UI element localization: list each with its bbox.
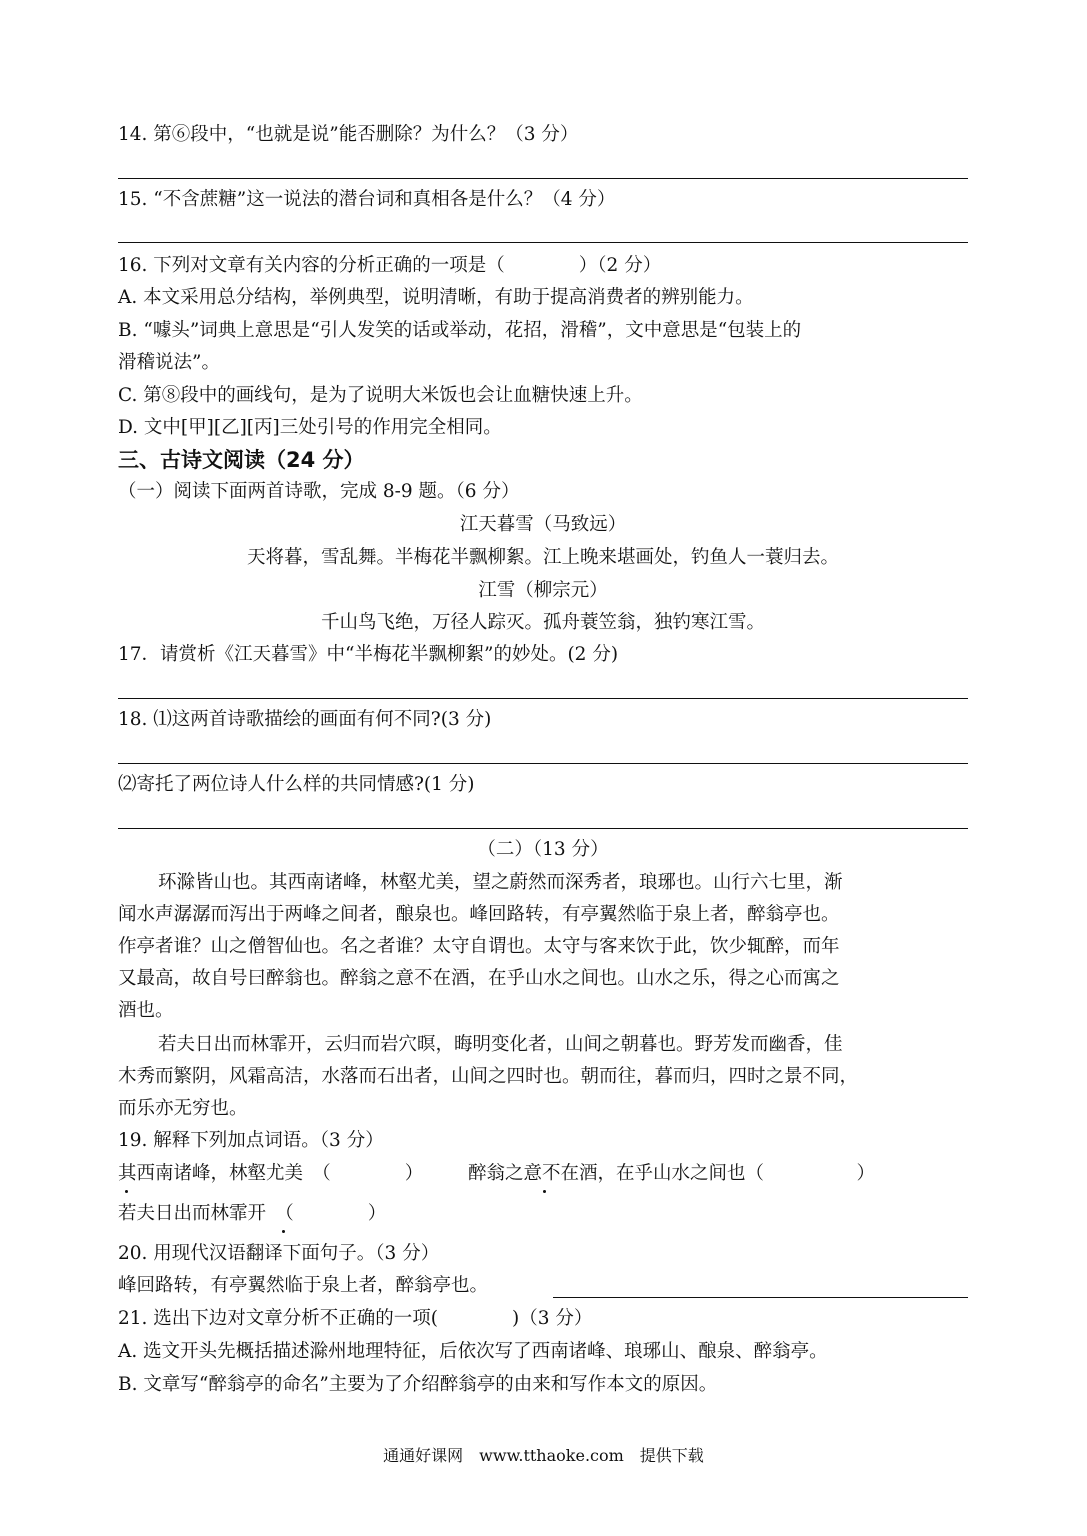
question-15: 15. “不含蔗糖”这一说法的潜台词和真相各是什么？（4 分） xyxy=(118,189,616,210)
passage-line: 若夫日出而林霏开，云归而岩穴暝，晦明变化者，山间之朝暮也。野芳发而幽香，佳 xyxy=(158,1034,843,1055)
question-14: 14. 第⑥段中，“也就是说”能否删除？为什么？（3 分） xyxy=(118,124,579,145)
part-2-title: （二）（13 分） xyxy=(477,839,609,860)
question-17: 17．请赏析《江天暮雪》中“半梅花半飘柳絮”的妙处。(2 分) xyxy=(118,644,619,665)
passage-line: 闻水声潺潺而泻出于两峰之间者，酿泉也。峰回路转，有亭翼然临于泉上者，醉翁亭也。 xyxy=(118,904,840,925)
emphasis-dot xyxy=(543,1190,546,1193)
question-18-part-1: 18. ⑴这两首诗歌描绘的画面有何不同?(3 分) xyxy=(118,709,492,730)
question-16-option-a: A. 本文采用总分结构，举例典型，说明清晰，有助于提高消费者的辨别能力。 xyxy=(118,287,754,308)
answer-line-15 xyxy=(118,242,968,243)
page-footer: 通通好课网 www.tthaoke.com 提供下载 xyxy=(383,1446,704,1465)
passage-line: 又最高，故自号曰醉翁也。醉翁之意不在酒，在乎山水之间也。山水之乐，得之心而寓之 xyxy=(118,968,840,989)
emphasis-dot xyxy=(125,1190,128,1193)
emphasis-dot xyxy=(282,1230,285,1233)
answer-line-14 xyxy=(118,178,968,179)
question-21-option-b: B. 文章写“醉翁亭的命名”主要为了介绍醉翁亭的由来和写作本文的原因。 xyxy=(118,1374,718,1395)
poem-2-body: 千山鸟飞绝，万径人踪灭。孤舟蓑笠翁，独钓寒江雪。 xyxy=(320,612,765,633)
passage-line: 酒也。 xyxy=(118,1000,174,1021)
question-19-item-3: 若夫日出而林霏开 （ ） xyxy=(118,1203,387,1224)
passage-line: 木秀而繁阴，风霜高洁，水落而石出者，山间之四时也。朝而往，暮而归，四时之景不同， xyxy=(118,1066,859,1087)
answer-line-17 xyxy=(118,698,968,699)
question-21-option-a: A. 选文开头先概括描述滁州地理特征，后依次写了西南诸峰、琅琊山、酿泉、醉翁亭。 xyxy=(118,1341,828,1362)
poem-2-title: 江雪（柳宗元） xyxy=(478,580,608,601)
poem-1-body: 天将暮，雪乱舞。半梅花半飘柳絮。江上晚来堪画处，钓鱼人一蓑归去。 xyxy=(246,547,839,568)
question-19-stem: 19. 解释下列加点词语。（3 分） xyxy=(118,1130,384,1151)
question-18-part-2: ⑵寄托了两位诗人什么样的共同情感?(1 分) xyxy=(118,774,475,795)
passage-line: 作亭者谁？山之僧智仙也。名之者谁？太守自谓也。太守与客来饮于此，饮少辄醉，而年 xyxy=(118,936,840,957)
question-20-stem: 20. 用现代汉语翻译下面句子。（3 分） xyxy=(118,1243,440,1264)
question-16-stem: 16. 下列对文章有关内容的分析正确的一项是（ ）（2 分） xyxy=(118,255,662,276)
answer-line-18-2 xyxy=(118,828,968,829)
question-16-option-c: C. 第⑧段中的画线句，是为了说明大米饭也会让血糖快速上升。 xyxy=(118,385,643,406)
passage-line: 环滁皆山也。其西南诸峰，林壑尤美，望之蔚然而深秀者，琅琊也。山行六七里，渐 xyxy=(158,872,843,893)
answer-line-18-1 xyxy=(118,763,968,764)
poem-1-title: 江天暮雪（马致远） xyxy=(459,514,627,535)
question-16-option-b-line2: 滑稽说法”。 xyxy=(118,352,220,373)
question-19-item-1: 其西南诸峰，林壑尤美 （ ） xyxy=(118,1163,424,1184)
question-21-stem: 21. 选出下边对文章分析不正确的一项( )（3 分） xyxy=(118,1308,593,1329)
answer-line-20 xyxy=(553,1297,968,1298)
question-16-option-d: D. 文中[甲][乙][丙]三处引号的作用完全相同。 xyxy=(118,417,502,438)
question-19-item-2: 醉翁之意不在酒，在乎山水之间也（ ） xyxy=(468,1163,876,1184)
part-1-intro: （一）阅读下面两首诗歌，完成 8-9 题。（6 分） xyxy=(118,481,520,502)
question-20-sentence: 峰回路转，有亭翼然临于泉上者，醉翁亭也。 xyxy=(118,1275,489,1296)
passage-line: 而乐亦无穷也。 xyxy=(118,1098,248,1119)
question-16-option-b-line1: B. “噱头”词典上意思是“引人发笑的话或举动，花招，滑稽”，文中意思是“包装上的 xyxy=(118,320,802,341)
section-3-title: 三、古诗文阅读（24 分） xyxy=(118,448,365,472)
